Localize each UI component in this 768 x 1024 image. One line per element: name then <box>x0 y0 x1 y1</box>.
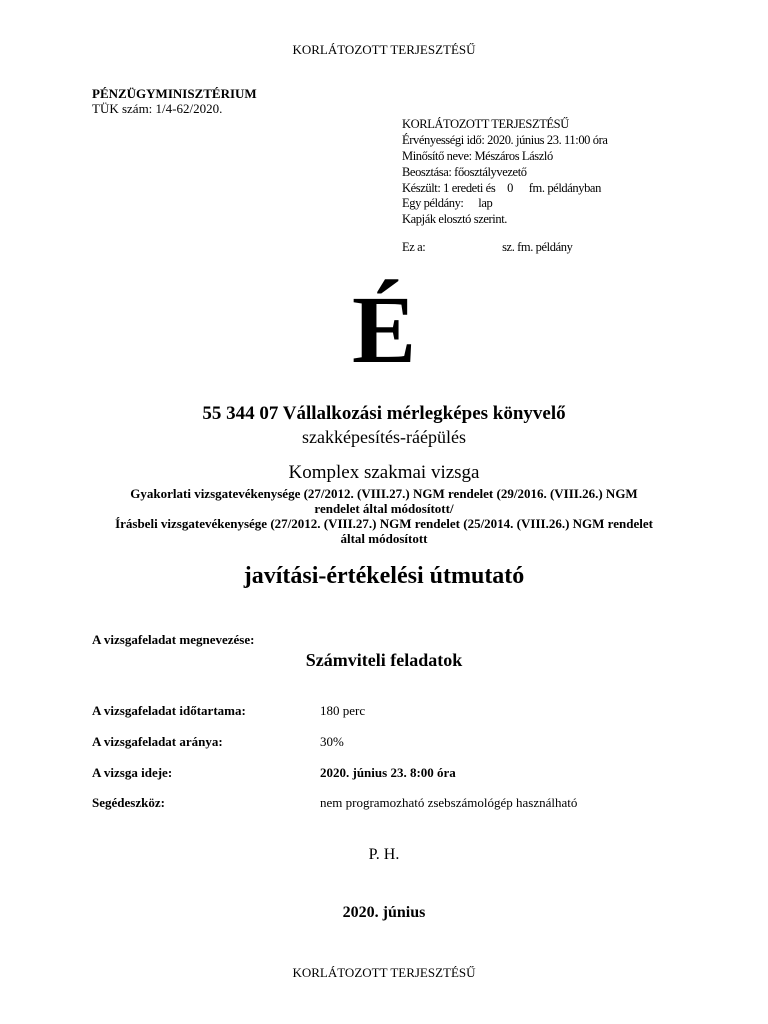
copies-label: Készült: 1 eredeti és <box>402 181 496 195</box>
copy-number-label: Ez a: <box>402 240 426 254</box>
classification-title: KORLÁTOZOTT TERJESZTÉSŰ <box>402 117 569 131</box>
copies-suffix: fm. példányban <box>528 181 601 195</box>
duration-label: A vizsgafeladat időtartama: <box>92 703 246 718</box>
task-name-label: A vizsgafeladat megnevezése: <box>92 632 255 647</box>
one-copy-suffix: lap <box>478 196 493 210</box>
one-copy-label: Egy példány: <box>402 196 464 210</box>
qualification-title: 55 344 07 Vállalkozási mérlegképes könyvelő <box>202 403 566 424</box>
validity-line: Érvényességi idő: 2020. június 23. 11:00 óra <box>402 133 608 147</box>
regulation-line-1: Gyakorlati vizsgatevékenysége (27/2012. (VIII.27.) NGM rendelet (29/2016. (VIII.26.) NGM <box>130 486 638 501</box>
exam-title: Komplex szakmai vizsga <box>288 462 480 483</box>
distribution-line: Kapják elosztó szerint. <box>402 212 507 226</box>
copy-number-line <box>402 240 572 255</box>
classifier-line: Minősítő neve: Mészáros László <box>402 149 553 163</box>
duration-value: 180 perc <box>320 703 366 718</box>
header-classification: KORLÁTOZOTT TERJESZTÉSŰ <box>292 42 476 57</box>
ratio-label: A vizsgafeladat aránya: <box>92 734 223 749</box>
ratio-value: 30% <box>320 734 344 749</box>
exam-time-value: 2020. június 23. 8:00 óra <box>320 765 456 780</box>
guide-title: javítási-értékelési útmutató <box>243 563 525 589</box>
tuk-number: TÜK szám: 1/4-62/2020. <box>92 101 223 116</box>
exam-time-label: A vizsga ideje: <box>92 765 173 780</box>
regulation-line-4: által módosított <box>340 531 428 546</box>
stamp-place: P. H. <box>368 846 400 863</box>
task-name: Számviteli feladatok <box>305 650 463 670</box>
tools-value: nem programozható zsebszámológép használható <box>320 795 578 810</box>
exam-letter: É <box>351 276 417 383</box>
one-copy-line <box>402 196 492 211</box>
copy-number-suffix: sz. fm. példány <box>502 240 573 254</box>
footer-classification: KORLÁTOZOTT TERJESZTÉSŰ <box>292 965 476 980</box>
document-date: 2020. június <box>342 904 426 921</box>
position-line: Beosztása: főosztályvezető <box>402 165 527 179</box>
copies-count: 0 <box>507 181 513 195</box>
tools-label: Segédeszköz: <box>92 795 165 810</box>
regulation-line-2: rendelet által módosított/ <box>314 501 454 516</box>
ministry-name: PÉNZÜGYMINISZTÉRIUM <box>92 86 257 101</box>
copies-line <box>402 181 601 196</box>
regulation-line-3: Írásbeli vizsgatevékenysége (27/2012. (VIII.27.) NGM rendelet (25/2014. (VIII.26.) NGM rendelet <box>115 516 653 531</box>
qualification-subtitle: szakképesítés-ráépülés <box>302 427 466 447</box>
